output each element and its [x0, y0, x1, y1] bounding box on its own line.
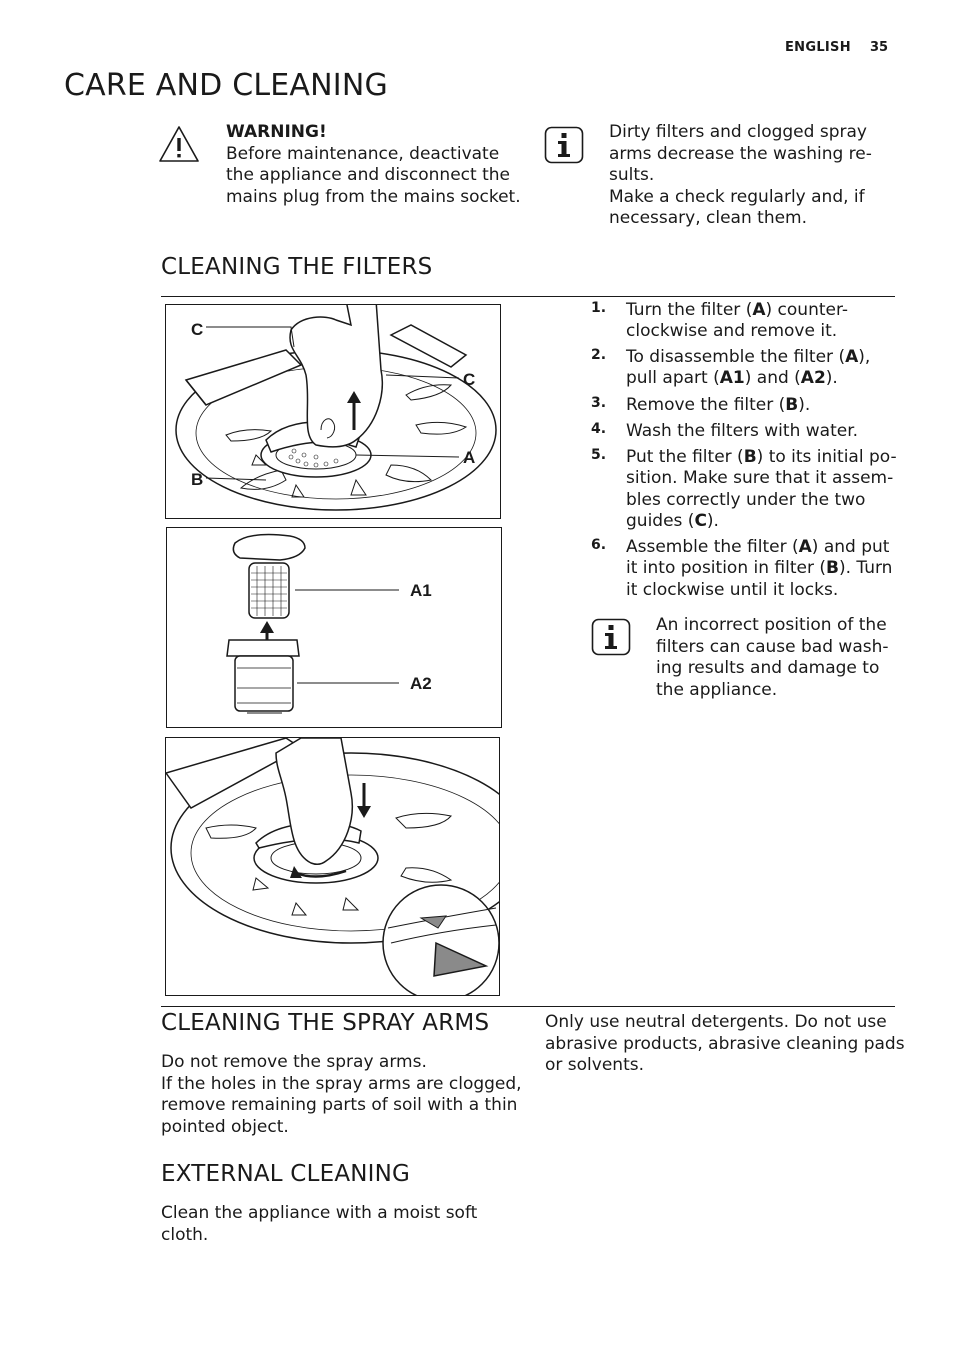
figure-remove-filter	[165, 304, 501, 519]
filters-heading: CLEANING THE FILTERS	[161, 254, 433, 280]
spray-arms-line: pointed object.	[161, 1116, 289, 1137]
warning-line: mains plug from the mains socket.	[226, 186, 521, 207]
figure-disassemble-filter	[166, 527, 502, 728]
warning-label: WARNING!	[226, 122, 327, 142]
spray-arms-line: remove remaining parts of soil with a thin	[161, 1095, 518, 1115]
figure-install-filter	[165, 737, 500, 996]
detergents-line: abrasive products, abrasive cleaning pads	[545, 1033, 905, 1054]
step-number: 5.	[591, 447, 607, 463]
step-number: 3.	[591, 395, 607, 411]
figure-label-a: A	[463, 448, 476, 467]
figure-label-a1: A1	[410, 581, 432, 600]
warning-line: Before maintenance, deactivate	[226, 143, 500, 164]
info-line: Make a check regularly and, if	[609, 186, 865, 207]
external-line: Clean the appliance with a moist soft	[161, 1203, 478, 1223]
step-number: 2.	[591, 347, 607, 363]
detergents-line: or solvents.	[545, 1055, 644, 1075]
step-text: Remove the filter (B).	[626, 395, 811, 415]
note-line: ing results and damage to	[656, 658, 880, 678]
step-number: 4.	[591, 421, 607, 437]
info-icon	[544, 126, 584, 164]
warning-line: the appliance and disconnect the	[226, 165, 510, 185]
figure-label-b: B	[191, 470, 204, 489]
step-text: Put the filter (B) to its initial po- sition. Make sure that it assem- bles correctly under the two guides (C).	[626, 447, 897, 531]
figure-label-c-right: C	[463, 370, 476, 389]
info-line: Dirty filters and clogged spray	[609, 122, 867, 142]
step-number: 6.	[591, 537, 607, 553]
figure-label-c: C	[191, 320, 204, 339]
spray-arms-line: Do not remove the spray arms.	[161, 1052, 427, 1072]
figure-label-a2: A2	[410, 674, 432, 693]
info-icon	[591, 618, 631, 656]
note-line: the appliance.	[656, 679, 778, 700]
note-line: An incorrect position of the	[656, 615, 887, 635]
section-rule	[161, 1006, 895, 1007]
external-text	[161, 1203, 521, 1246]
warning-icon	[158, 124, 200, 164]
info-line: arms decrease the washing re-	[609, 143, 872, 164]
info-line: sults.	[609, 165, 655, 185]
spray-arms-heading: CLEANING THE SPRAY ARMS	[161, 1010, 490, 1036]
info-line: necessary, clean them.	[609, 208, 808, 228]
step-number: 1.	[591, 300, 607, 316]
detergents-text	[545, 1012, 905, 1077]
header-page-number: 35	[870, 40, 889, 55]
header-language: ENGLISH	[785, 40, 851, 55]
spray-arms-line: If the holes in the spray arms are clogged,	[161, 1073, 522, 1094]
step-text: Assemble the filter (A) and put it into position in filter (B). Turn it clockwise until it locks.	[626, 537, 893, 600]
external-line: cloth.	[161, 1224, 209, 1245]
section-rule	[161, 296, 895, 297]
note-line: filters can cause bad wash-	[656, 636, 889, 657]
external-heading: EXTERNAL CLEANING	[161, 1161, 411, 1187]
step-text: Turn the filter (A) counter- clockwise and remove it.	[626, 300, 849, 342]
info-text	[609, 122, 909, 230]
step-text: To disassemble the filter (A), pull apart (A1) and (A2).	[626, 347, 871, 389]
step-text: Wash the filters with water.	[626, 421, 859, 441]
filters-note	[656, 615, 896, 701]
spray-arms-text	[161, 1052, 521, 1138]
warning-text	[226, 122, 526, 208]
detergents-line: Only use neutral detergents. Do not use	[545, 1012, 887, 1032]
page-title: CARE AND CLEANING	[64, 68, 388, 103]
